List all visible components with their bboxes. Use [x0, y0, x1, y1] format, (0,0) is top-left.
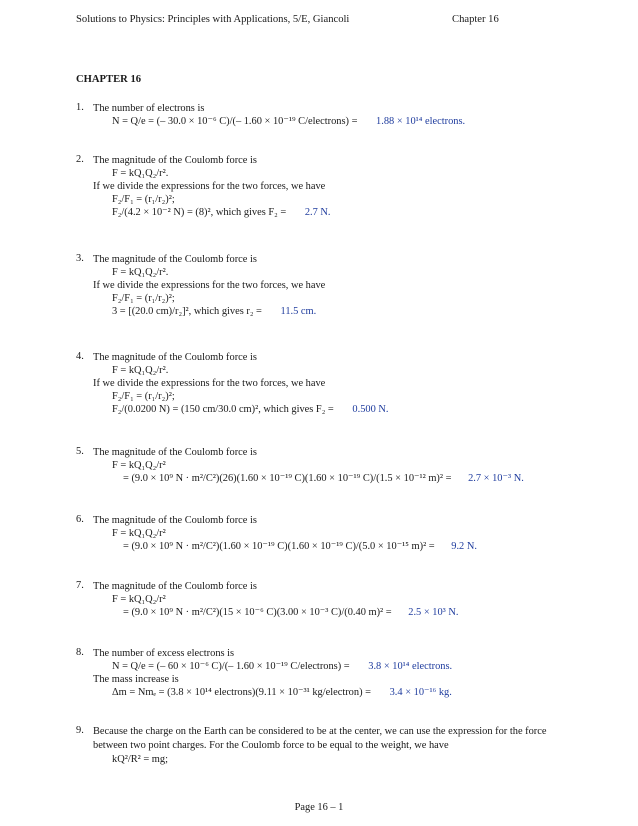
equation: N = Q/e = (– 30.0 × 10⁻⁶ C)/(– 1.60 × 10⁻¹⁹ C/electrons) = — [112, 116, 358, 127]
answer: 0.500 N. — [352, 404, 389, 415]
problem-number: 4. — [76, 351, 84, 362]
equation: F = kQ₁Q₂/r² — [112, 528, 166, 539]
problem-4 — [76, 351, 576, 416]
problem-number: 7. — [76, 580, 84, 591]
problem-2 — [76, 154, 576, 219]
problem-text: The magnitude of the Coulomb force is — [93, 254, 257, 265]
page-footer: Page 16 – 1 — [294, 802, 344, 813]
problem-text: If we divide the expressions for the two forces, we have — [93, 378, 326, 389]
equation-line — [112, 660, 576, 673]
equation-line — [123, 540, 576, 553]
answer: 2.5 × 10³ N. — [408, 607, 459, 618]
problem-number: 5. — [76, 446, 84, 457]
problem-number: 3. — [76, 253, 84, 264]
equation-line — [112, 305, 576, 318]
problem-text: If we divide the expressions for the two forces, we have — [93, 181, 326, 192]
problem-5 — [76, 446, 576, 485]
problem-6 — [76, 514, 576, 553]
problem-number: 2. — [76, 154, 84, 165]
equation-line — [112, 115, 576, 128]
equation: kQ²/R² = mg; — [112, 754, 168, 765]
problem-number: 8. — [76, 647, 84, 658]
running-header-chapter: Chapter 16 — [452, 14, 499, 25]
problem-text: The magnitude of the Coulomb force is — [93, 515, 257, 526]
equation: F₂/(0.0200 N) = (150 cm/30.0 cm)², which gives F₂ = — [112, 404, 334, 415]
chapter-heading: CHAPTER 16 — [76, 74, 142, 85]
equation: F = kQ₁Q₂/r² — [112, 594, 166, 605]
problem-text: If we divide the expressions for the two forces, we have — [93, 280, 326, 291]
equation: F = kQ₁Q₂/r². — [112, 168, 169, 179]
answer: 9.2 N. — [451, 541, 477, 552]
equation: = (9.0 × 10⁹ N · m²/C²)(26)(1.60 × 10⁻¹⁹ C)(1.60 × 10⁻¹⁹ C)/(1.5 × 10⁻¹² m)² = — [123, 473, 452, 484]
problem-9 — [76, 725, 576, 766]
answer: 3.4 × 10⁻¹⁶ kg. — [389, 687, 452, 698]
problem-text: The magnitude of the Coulomb force is — [93, 155, 257, 166]
running-header-title: Solutions to Physics: Principles with Applications, 5/E, Giancoli — [76, 14, 350, 25]
problem-text: The number of electrons is — [93, 103, 205, 114]
equation-line — [112, 403, 576, 416]
equation: = (9.0 × 10⁹ N · m²/C²)(1.60 × 10⁻¹⁹ C)(1.60 × 10⁻¹⁹ C)/(5.0 × 10⁻¹⁵ m)² = — [123, 541, 435, 552]
equation: 3 = [(20.0 cm)/r₂]², which gives r₂ = — [112, 306, 262, 317]
equation: Δm = Nmₑ = (3.8 × 10¹⁴ electrons)(9.11 × 10⁻³¹ kg/electron) = — [112, 687, 371, 698]
equation: F = kQ₁Q₂/r² — [112, 460, 166, 471]
answer: 1.88 × 10¹⁴ electrons. — [376, 116, 466, 127]
problem-number: 1. — [76, 102, 84, 113]
equation-line — [112, 686, 576, 699]
equation: F₂/F₁ = (r₁/r₂)²; — [112, 293, 175, 304]
problem-7 — [76, 580, 576, 619]
problem-8 — [76, 647, 576, 699]
answer: 2.7 × 10⁻³ N. — [468, 473, 524, 484]
problem-text: The magnitude of the Coulomb force is — [93, 352, 257, 363]
answer: 11.5 cm. — [280, 306, 317, 317]
problem-text: The magnitude of the Coulomb force is — [93, 447, 257, 458]
equation: F₂/(4.2 × 10⁻² N) = (8)², which gives F₂ = — [112, 207, 287, 218]
answer: 2.7 N. — [304, 207, 331, 218]
equation: = (9.0 × 10⁹ N · m²/C²)(15 × 10⁻⁶ C)(3.00 × 10⁻³ C)/(0.40 m)² = — [123, 607, 392, 618]
equation: F = kQ₁Q₂/r². — [112, 365, 169, 376]
equation-line — [123, 606, 576, 619]
problem-text: The mass increase is — [93, 674, 179, 685]
problem-text: The number of excess electrons is — [93, 648, 235, 659]
equation: F = kQ₁Q₂/r². — [112, 267, 169, 278]
problem-number: 6. — [76, 514, 84, 525]
equation: F₂/F₁ = (r₁/r₂)²; — [112, 391, 175, 402]
problem-1 — [76, 102, 576, 128]
problem-text: Because the charge on the Earth can be considered to be at the center, we can use the expression for the force between two point charges. For the Coulomb force to be equal to the weight, we have — [93, 726, 547, 751]
equation: N = Q/e = (– 60 × 10⁻⁶ C)/(– 1.60 × 10⁻¹⁹ C/electrons) = — [112, 661, 350, 672]
problem-number: 9. — [76, 725, 84, 736]
equation: F₂/F₁ = (r₁/r₂)²; — [112, 194, 175, 205]
equation-line — [112, 206, 576, 219]
problem-3 — [76, 253, 576, 318]
problem-text: The magnitude of the Coulomb force is — [93, 581, 257, 592]
equation-line — [123, 472, 576, 485]
answer: 3.8 × 10¹⁴ electrons. — [368, 661, 453, 672]
